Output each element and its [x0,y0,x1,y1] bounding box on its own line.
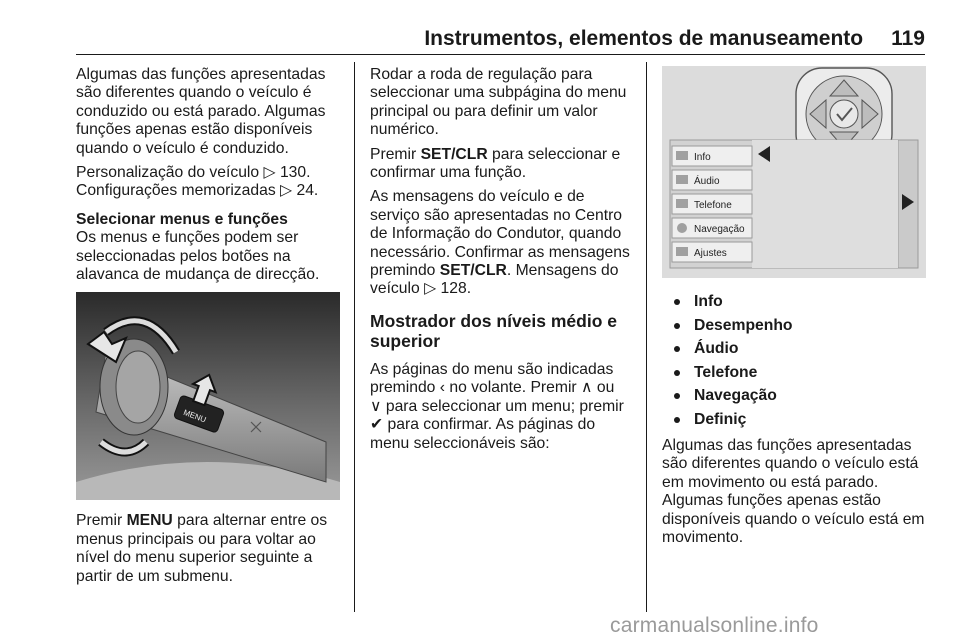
screen-menu-item: Áudio [694,176,720,187]
watermark: carmanualsonline.info [610,614,819,637]
screen-menu-item: Navegação [694,224,745,235]
screen-menu-item: Telefone [694,200,732,211]
chevron-down-icon: ∨ [370,397,382,415]
column-3 [662,66,926,553]
section-heading: Mostrador dos níveis médio e superior [370,310,617,351]
list-item: Desempenho [662,314,926,338]
list-item: Telefone [662,361,926,385]
paragraph: Premir MENU para alternar entre os menus principais ou para voltar ao nível do menu superior seguinte a partir de um submenu. [76,512,328,585]
column-divider-1 [354,62,355,612]
column-2 [370,66,634,459]
checkmark-icon: ✔ [370,416,384,434]
paragraph: Premir SET/CLR para seleccionar e confirmar uma função. [370,145,621,182]
menu-pages-list [662,290,926,431]
page-title: Instrumentos, elementos de manuseamento [424,27,864,50]
list-item: Definiç [662,408,926,432]
menu-button-label: MENU [182,408,208,425]
screen-menu-list [672,146,752,262]
page-number: 119 [891,27,925,50]
page-ref-arrow-icon: ▷ [263,164,276,182]
paragraph: As páginas do menu são indicadas premindo ‹ no volante. Premir ∧ ou ∨ para seleccionar um menu; premir ✔ para confirmar. As páginas do menu seleccionáveis são: [370,360,624,452]
paragraph: As mensagens do veículo e de serviço são apresentadas no Centro de Informação do Condutor, quando necessário. Confirmar as mensagens premindo SET/CLR. Mensagens do veículo ▷ 128. [370,188,630,298]
paragraph: Rodar a roda de regulação para seleccionar uma subpágina do menu principal ou para definir um valor numérico. [370,66,627,139]
chevron-up-icon: ∧ [581,379,593,397]
screen-menu-item: Ajustes [694,248,727,259]
paragraph: Algumas das funções apresentadas são diferentes quando o veículo é conduzido ou está parado. Algumas funções apenas estão disponíveis quando o veículo é conduzido. [76,66,326,157]
screen-menu-item: Info [694,152,711,163]
chevron-left-icon: ‹ [439,379,445,397]
list-item: Navegação [662,384,926,408]
header-rule [76,54,925,55]
cross-reference-paragraph: Personalização do veículo ▷ 130. Configurações memorizadas ▷ 24. [76,164,319,200]
column-divider-2 [646,62,647,612]
paragraph: Os menus e funções podem ser seleccionadas pelos botões na alavanca de mudança de direcção. [76,229,320,284]
list-item: Info [662,290,926,314]
page-header [76,28,925,50]
list-item: Áudio [662,337,926,361]
column-1 [76,66,340,592]
paragraph: Algumas das funções apresentadas são diferentes quando o veículo está em movimento ou está parado. Algumas funções apenas estão disponíveis quando o veículo está em movimento. [662,437,925,547]
turn-signal-lever-illustration [76,292,340,500]
display-menu-illustration [662,66,926,278]
section-heading: Selecionar menus e funções [76,210,288,228]
page-ref-arrow-icon: ▷ [424,280,437,298]
page-ref-arrow-icon: ▷ [280,182,293,200]
